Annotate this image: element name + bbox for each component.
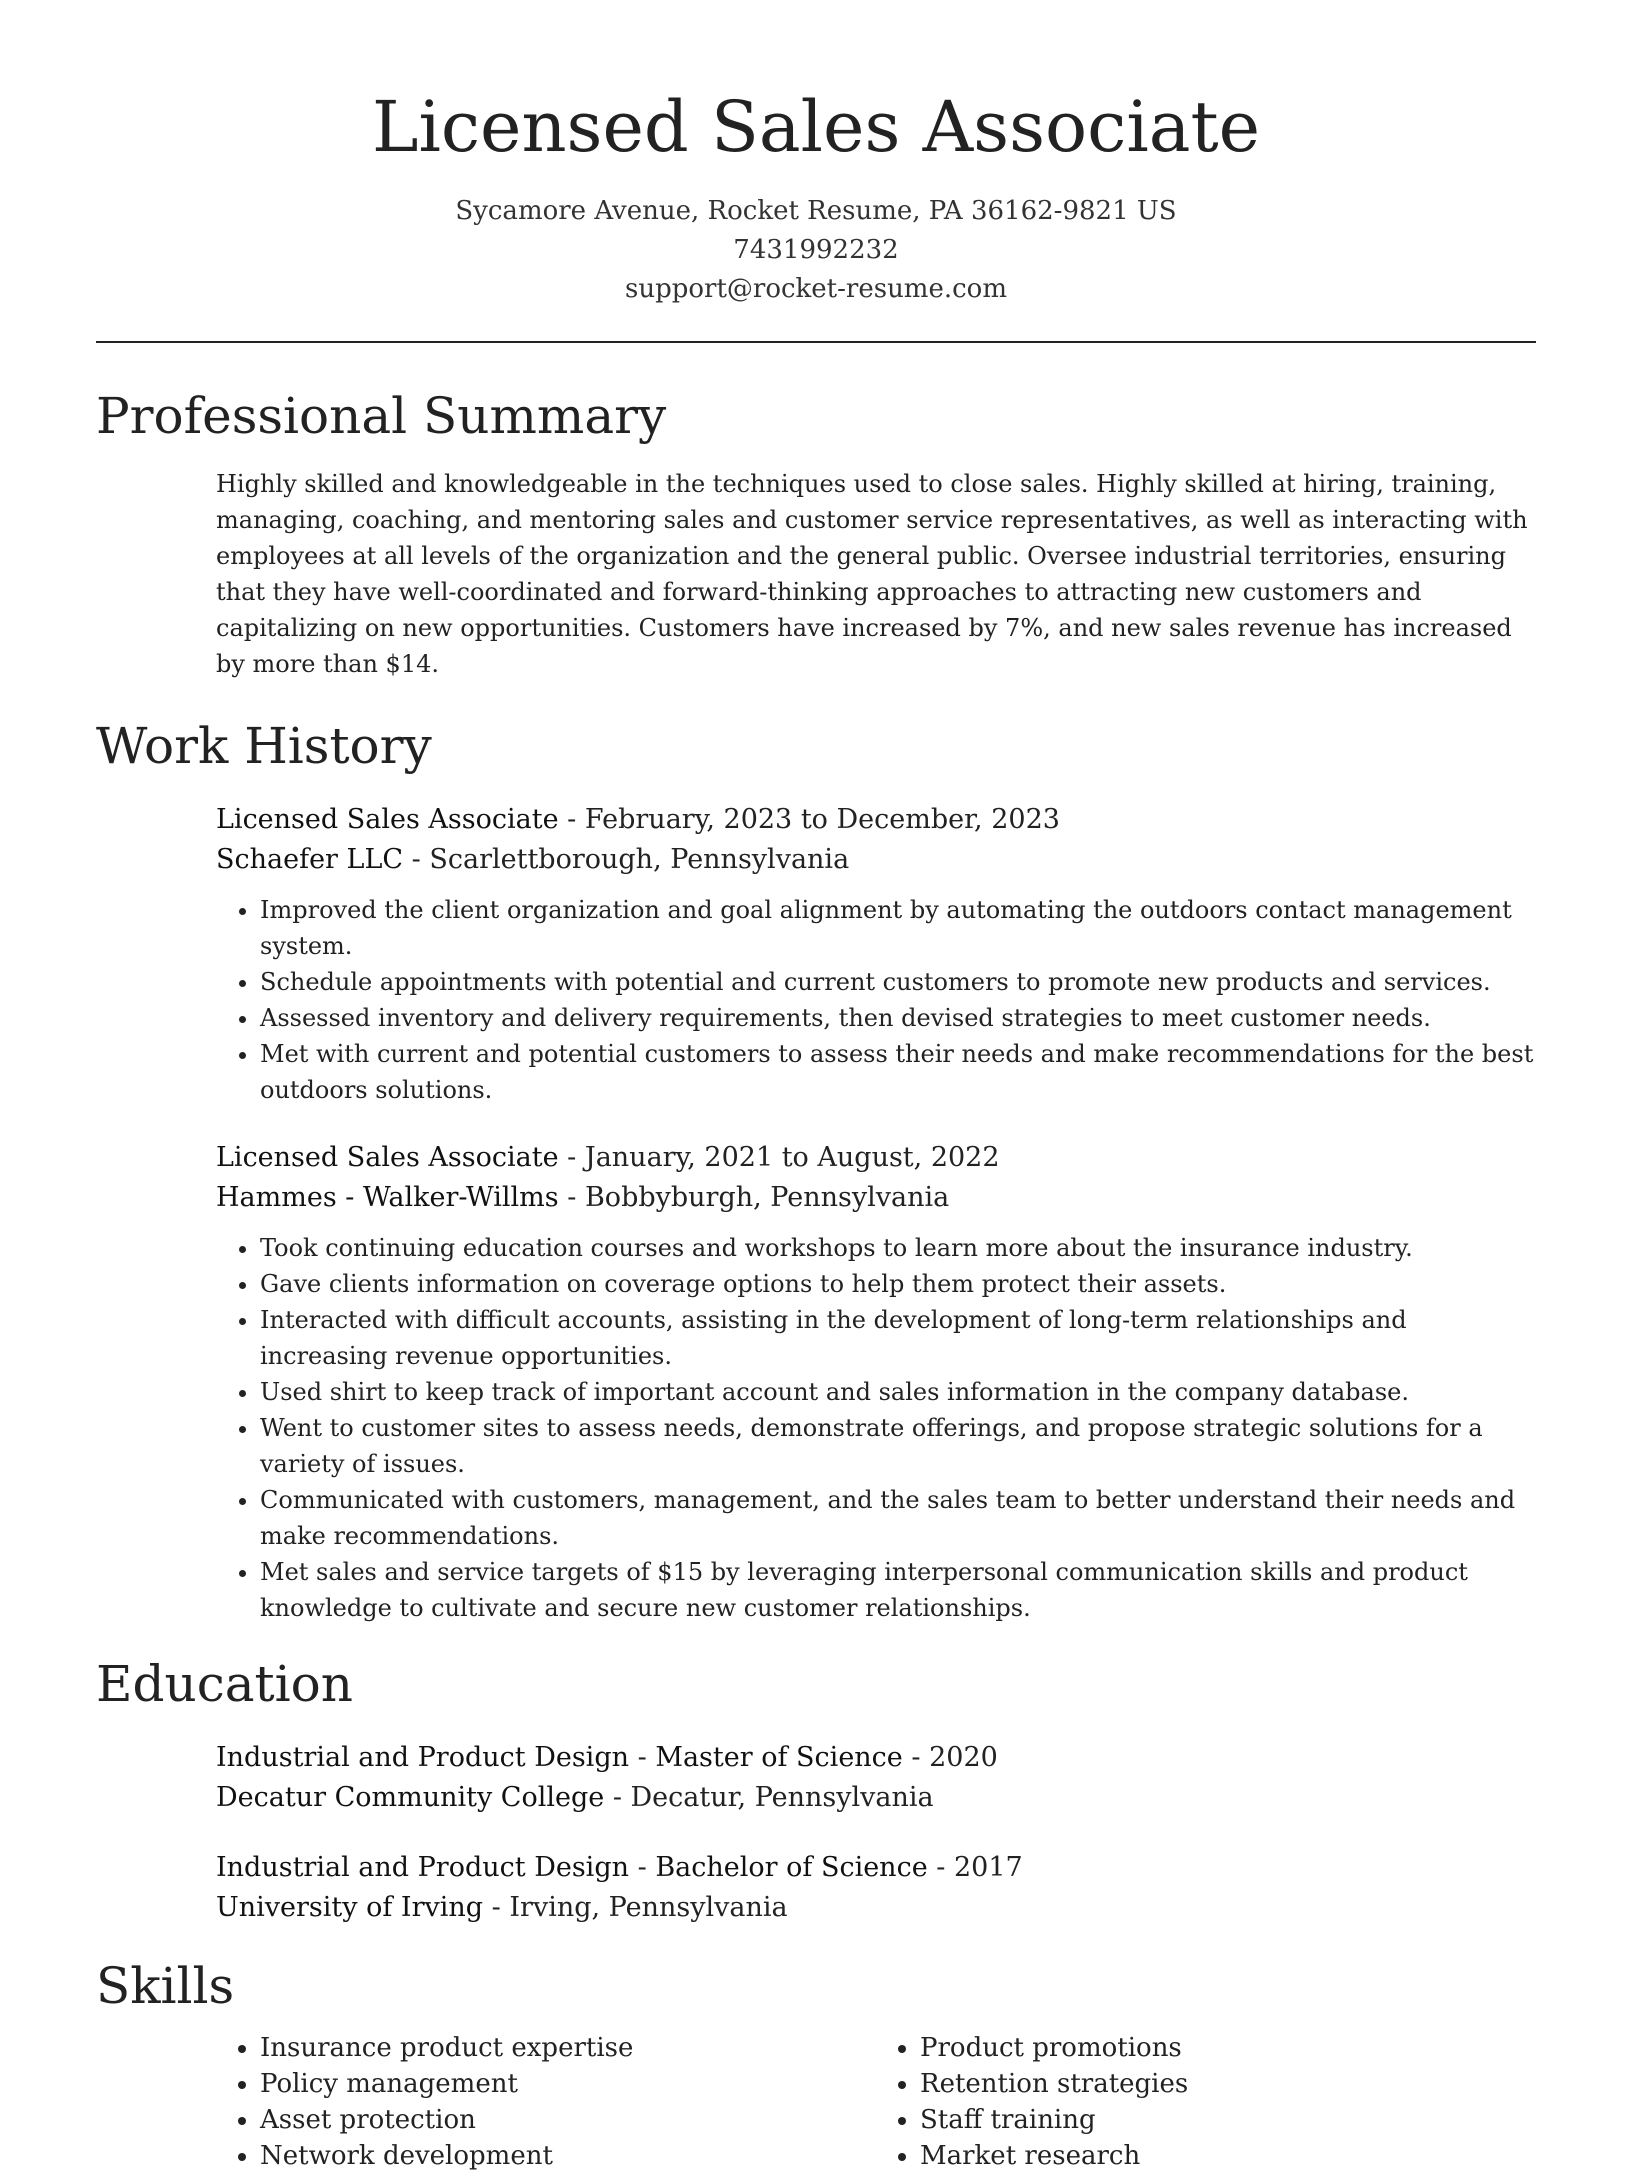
education-degree-line [216,1738,1536,1778]
list-item: • Assessed inventory and delivery requirements, then devised strategies to meet customer needs. [260,1000,1536,1036]
summary-section [216,466,1536,682]
job-dates: January, 2021 to August, 2022 [584,1142,1000,1173]
education-field: Industrial and Product Design [216,1742,629,1773]
email: support@rocket-resume.com [624,274,1007,304]
education-degree: Master of Science [655,1742,903,1773]
job-bullets [216,1230,1536,1626]
education-school: University of Irving [216,1892,484,1923]
list-item: • Used shirt to keep track of important account and sales information in the company database. [260,1374,1536,1410]
separator: - [567,1142,585,1173]
contact-block [0,192,1632,309]
separator: - [567,804,585,835]
separator: - [491,1892,510,1923]
resume-header [0,0,1632,309]
summary-text: Highly skilled and knowledgeable in the techniques used to close sales. Highly skilled at hiring, training, managing, coaching, and mentoring sales and customer service representatives, as well as interacting with employees at all levels of the organization and the general public. Oversee industrial territories, ensuring that they have well-coordinated and forward-thinking approaches to attracting new customers and capitalizing on new opportunities. Customers have increased by 7%, and new sales revenue has increased by more than $14. [216,470,1528,678]
job-company-line [216,840,1536,880]
education-year: 2017 [954,1852,1023,1883]
list-item: • Gave clients information on coverage options to help them protect their assets. [260,1266,1536,1302]
separator: - [612,1782,631,1813]
education-entry [216,1848,1536,1928]
list-item: • Retention strategies [920,2066,1536,2102]
list-item: • Product promotions [920,2030,1536,2066]
job-dates: February, 2023 to December, 2023 [584,804,1060,835]
list-item: • Went to customer sites to assess needs, demonstrate offerings, and propose strategic solutions for a variety of issues. [260,1410,1536,1482]
skills-heading: Skills [96,1957,235,2015]
phone: 7431992232 [733,235,899,265]
work-history-section [216,800,1536,1626]
education-location: Decatur, Pennsylvania [630,1782,934,1813]
job-role: Licensed Sales Associate [216,1142,559,1173]
list-item: • Met sales and service targets of $15 by leveraging interpersonal communication skills and product knowledge to cultivate and secure new customer relationships. [260,1554,1536,1626]
skills-list-right [876,2030,1536,2174]
job-company-line [216,1178,1536,1218]
separator: - [637,1852,656,1883]
list-item: • Communicated with customers, management, and the sales team to better understand their needs and make recommendations. [260,1482,1536,1554]
list-item: • Policy management [260,2066,876,2102]
job-company: Hammes - Walker-Willms [216,1182,559,1213]
separator: - [567,1182,585,1213]
list-item: • Met with current and potential customers to assess their needs and make recommendations for the best outdoors solutions. [260,1036,1536,1108]
separator: - [911,1742,930,1773]
separator: - [637,1742,656,1773]
header-divider [96,341,1536,343]
education-heading: Education [96,1655,353,1713]
list-item: • Asset protection [260,2102,876,2138]
education-section [216,1738,1536,1928]
job-company: Schaefer LLC [216,844,404,875]
job-entry [216,800,1536,1108]
candidate-name: Licensed Sales Associate [371,86,1261,168]
job-role: Licensed Sales Associate [216,804,559,835]
list-item: • Network development [260,2138,876,2174]
job-location: Scarlettborough, Pennsylvania [429,844,850,875]
skills-section [216,2030,1536,2174]
skills-columns [216,2030,1536,2174]
education-school: Decatur Community College [216,1782,605,1813]
list-item: • Schedule appointments with potential and current customers to promote new products and services. [260,964,1536,1000]
resume-content [96,380,1536,2174]
list-item: • Took continuing education courses and workshops to learn more about the insurance industry. [260,1230,1536,1266]
education-entry [216,1738,1536,1818]
section-spacer [96,1928,1536,1950]
section-spacer [96,1626,1536,1648]
address: Sycamore Avenue, Rocket Resume, PA 36162-9821 US [455,196,1177,226]
list-item: • Market research [920,2138,1536,2174]
education-school-line [216,1778,1536,1818]
education-field: Industrial and Product Design [216,1852,629,1883]
education-degree-line [216,1848,1536,1888]
list-item: • Staff training [920,2102,1536,2138]
separator: - [411,844,430,875]
skills-list-left [216,2030,876,2174]
education-year: 2020 [929,1742,998,1773]
separator: - [936,1852,954,1883]
education-school-line [216,1888,1536,1928]
summary-heading: Professional Summary [96,387,667,445]
job-title-line [216,1138,1536,1178]
job-bullets [216,892,1536,1108]
work-history-heading: Work History [96,717,432,775]
list-item: • Improved the client organization and goal alignment by automating the outdoors contact management system. [260,892,1536,964]
job-title-line [216,800,1536,840]
education-location: Irving, Pennsylvania [509,1892,788,1923]
education-degree: Bachelor of Science [655,1852,928,1883]
job-location: Bobbyburgh, Pennsylvania [584,1182,950,1213]
job-entry [216,1138,1536,1626]
list-item: • Insurance product expertise [260,2030,876,2066]
list-item: • Interacted with difficult accounts, assisting in the development of long-term relationships and increasing revenue opportunities. [260,1302,1536,1374]
